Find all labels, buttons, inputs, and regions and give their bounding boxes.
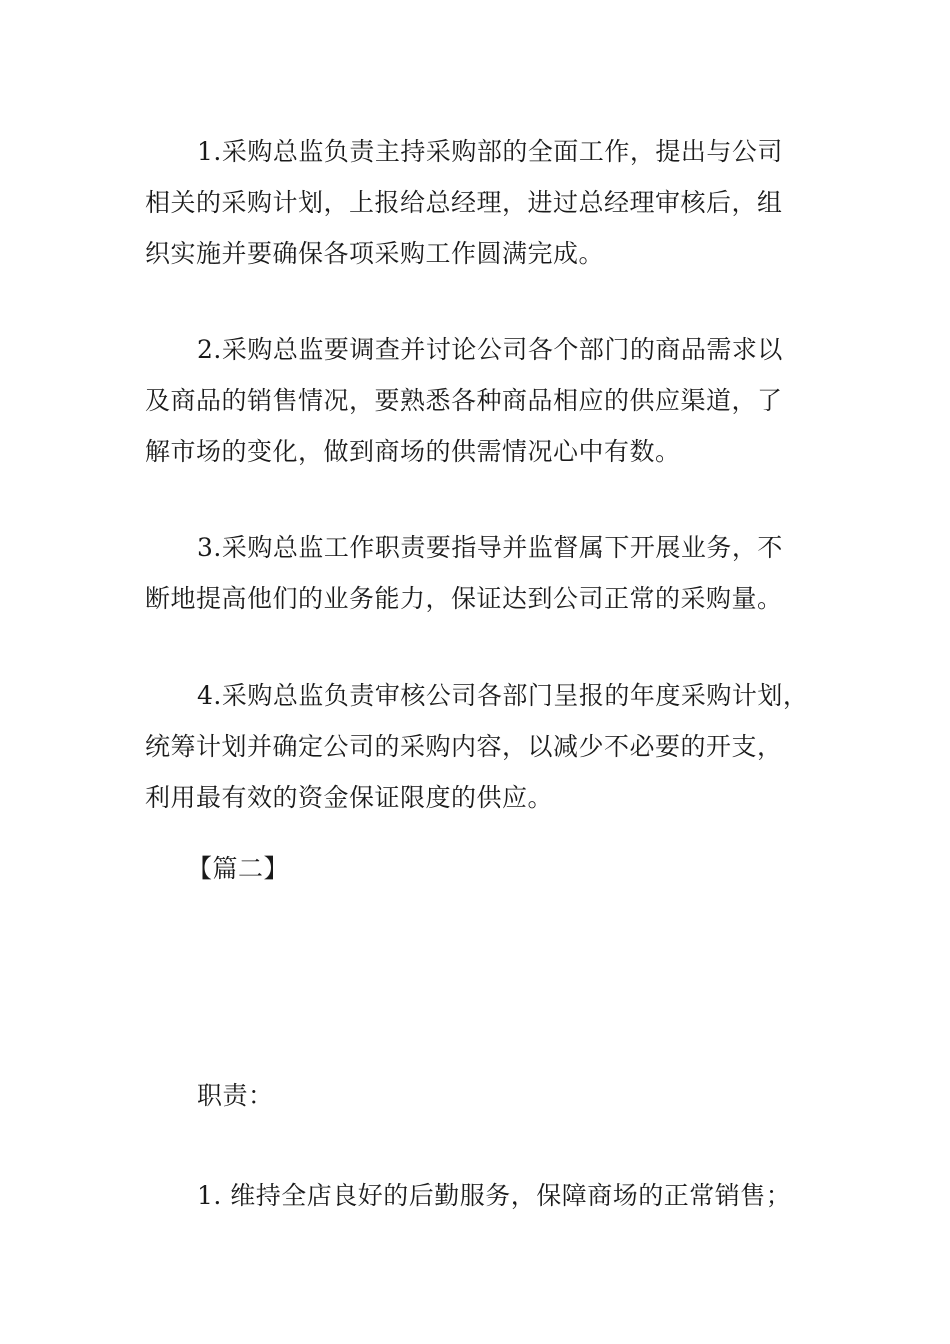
paragraph-line: 相关的采购计划，上报给总经理，进过总经理审核后，组 [145, 188, 783, 217]
paragraph-line: 织实施并要确保各项采购工作圆满完成。 [145, 239, 605, 268]
paragraph-line: 3.采购总监工作职责要指导并监督属下开展业务，不 [197, 533, 783, 562]
duties-label: 职责： [197, 1081, 274, 1110]
section-heading-block [145, 843, 825, 894]
paragraph-4 [145, 670, 825, 823]
duties-label-block [145, 1070, 825, 1121]
paragraph-line: 统筹计划并确定公司的采购内容，以减少不必要的开支， [145, 732, 783, 761]
paragraph-1 [145, 126, 825, 279]
paragraph-line: 断地提高他们的业务能力，保证达到公司正常的采购量。 [145, 584, 783, 613]
paragraph-line: 利用最有效的资金保证限度的供应。 [145, 783, 554, 812]
paragraph-line: 4.采购总监负责审核公司各部门呈报的年度采购计划， [197, 681, 809, 710]
paragraph-line: 解市场的变化，做到商场的供需情况心中有数。 [145, 437, 681, 466]
duty-item-block [145, 1170, 825, 1221]
paragraph-3 [145, 522, 825, 624]
paragraph-line: 及商品的销售情况，要熟悉各种商品相应的供应渠道，了 [145, 386, 783, 415]
paragraph-line: 1.采购总监负责主持采购部的全面工作，提出与公司 [197, 137, 783, 166]
paragraph-2 [145, 324, 825, 477]
duty-item: 1. 维持全店良好的后勤服务，保障商场的正常销售； [197, 1181, 792, 1210]
section-heading: 【篇二】 [187, 854, 290, 883]
paragraph-line: 2.采购总监要调查并讨论公司各个部门的商品需求以 [197, 335, 783, 364]
